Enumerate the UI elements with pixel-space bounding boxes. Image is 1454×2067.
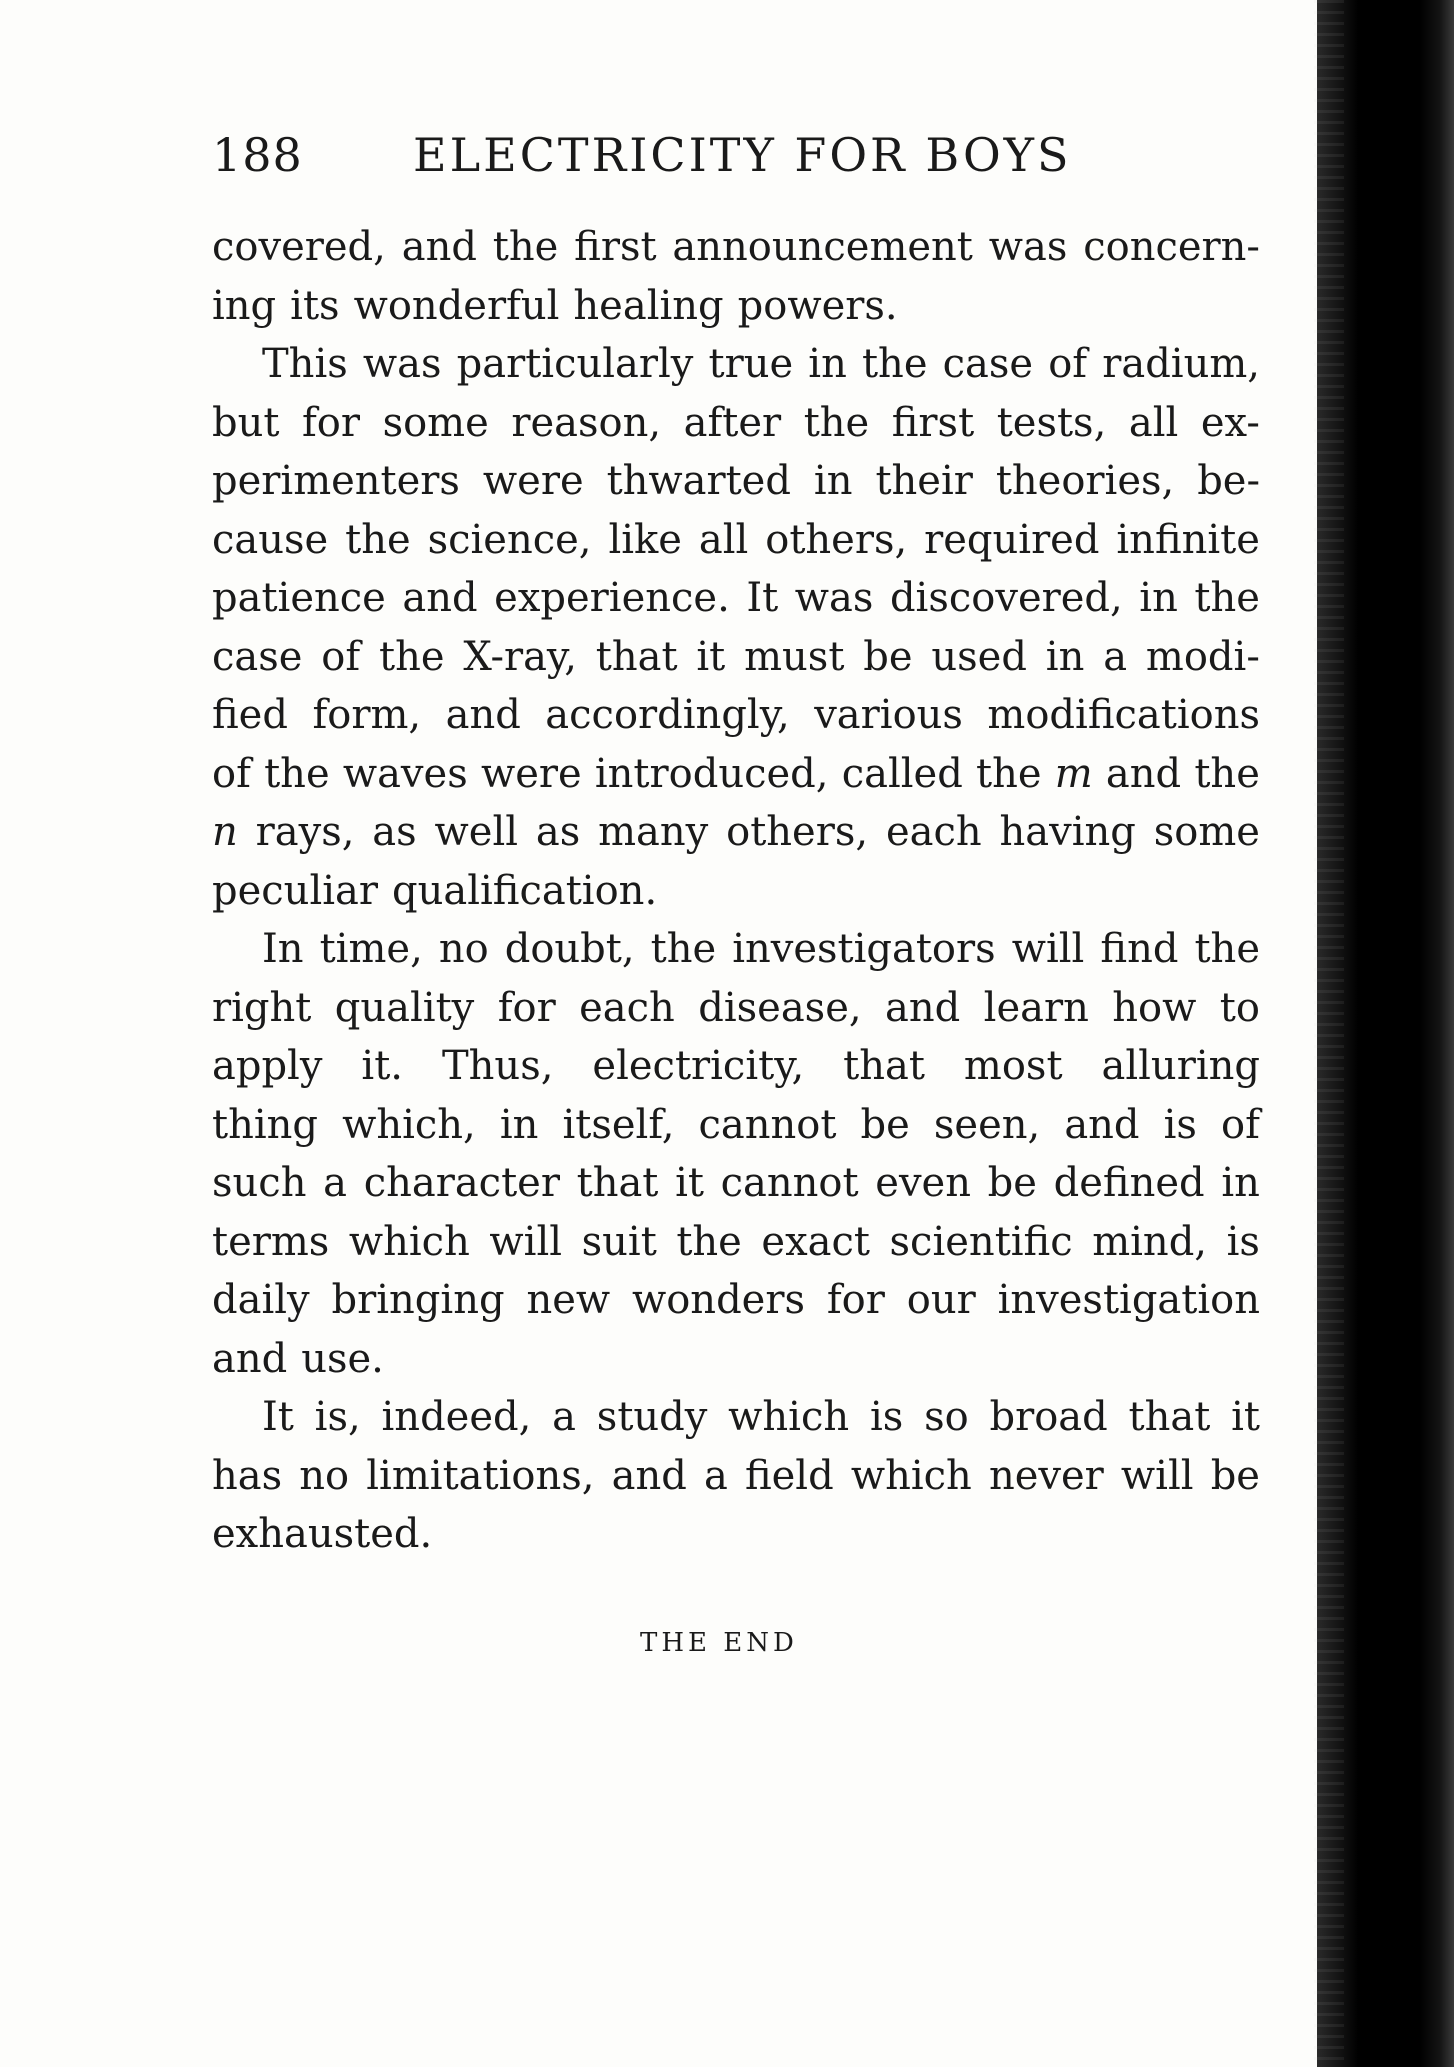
text-line: In time, no doubt, the investigators will find the: [262, 926, 1260, 972]
text-line: perimenters were thwarted in their theories, be-: [212, 458, 1260, 504]
text-line: such a character that it cannot even be defined in: [212, 1160, 1260, 1206]
text-line: It is, indeed, a study which is so broad that it: [262, 1394, 1260, 1440]
text-line: This was particularly true in the case of radium,: [262, 341, 1260, 387]
page-number: 188: [212, 128, 303, 182]
binding-texture: [1314, 0, 1344, 2067]
paragraph: [212, 1388, 1260, 1564]
text-line: exhausted.: [212, 1511, 433, 1557]
text-line: covered, and the first announcement was concern-: [212, 224, 1260, 270]
text-line: ing its wonderful healing powers.: [212, 282, 898, 329]
paragraph: [212, 920, 1260, 1388]
paragraph: [212, 218, 1260, 335]
text-line: peculiar qualification.: [212, 867, 658, 914]
text-line: thing which, in itself, cannot be seen, and is of: [212, 1101, 1260, 1148]
text-line: daily bringing new wonders for our investigation: [212, 1277, 1260, 1323]
text-line: n rays, as well as many others, each having some: [212, 809, 1260, 855]
body-text: [212, 218, 1260, 1564]
the-end-label: THE END: [640, 1628, 798, 1658]
text-line: fied form, and accordingly, various modifications: [212, 692, 1260, 738]
text-line: case of the X-ray, that it must be used in a modi-: [212, 633, 1260, 680]
text-line: has no limitations, and a field which never will be: [212, 1452, 1260, 1499]
text-line: patience and experience. It was discovered, in the: [212, 575, 1260, 621]
text-line: right quality for each disease, and learn how to: [212, 984, 1260, 1031]
running-head: [212, 128, 1252, 188]
paragraph: [212, 335, 1260, 920]
text-line: but for some reason, after the first tests, all ex-: [212, 399, 1260, 446]
book-title: ELECTRICITY FOR BOYS: [413, 128, 1072, 182]
text-line: terms which will suit the exact scientific mind, is: [212, 1218, 1260, 1265]
text-line: and use.: [212, 1335, 384, 1382]
text-line: apply it. Thus, electricity, that most alluring: [212, 1043, 1260, 1089]
text-line: of the waves were introduced, called the m and the: [212, 750, 1260, 797]
text-line: cause the science, like all others, required infinite: [212, 516, 1260, 563]
